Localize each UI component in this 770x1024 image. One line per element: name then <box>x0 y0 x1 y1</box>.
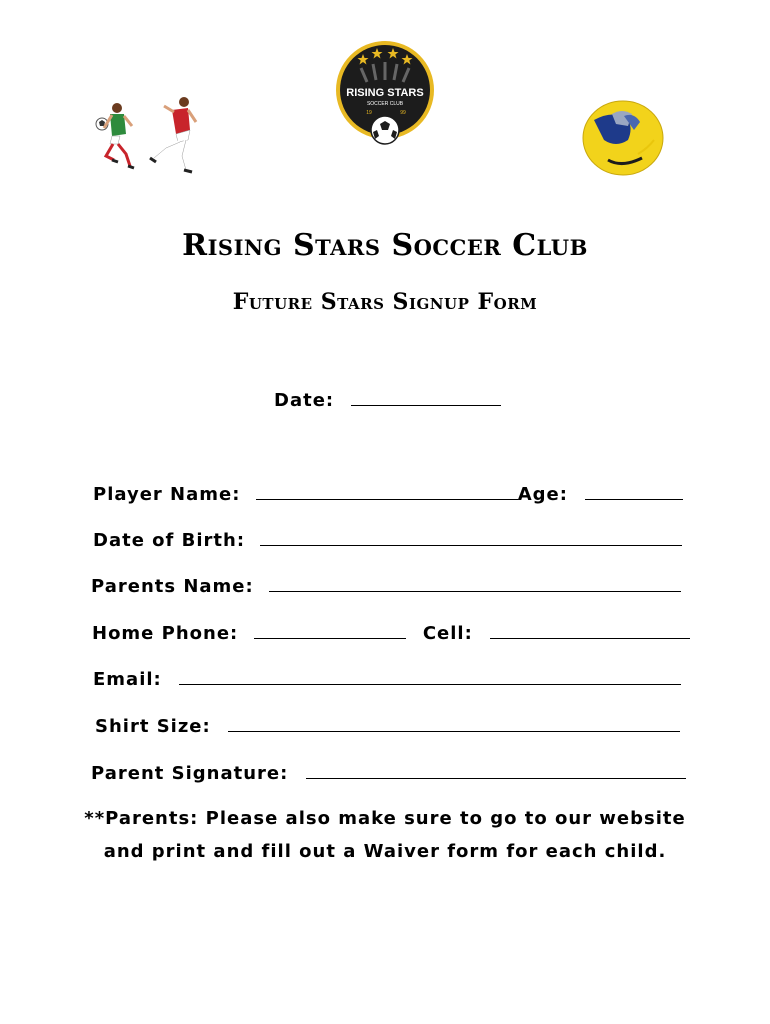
logo-year-left: 19 <box>366 110 372 116</box>
dob-row <box>93 529 682 551</box>
dob-label: Date of Birth: <box>93 530 246 551</box>
parents-name-label: Parents Name: <box>91 576 254 597</box>
phone-row <box>92 622 690 644</box>
cell-label: Cell: <box>422 623 473 644</box>
shirt-size-row <box>95 715 680 737</box>
logo-year-right: 99 <box>400 110 406 116</box>
email-label: Email: <box>93 669 162 690</box>
soccer-ball-image <box>582 100 666 178</box>
age-field[interactable] <box>585 483 683 500</box>
parent-signature-field[interactable] <box>306 762 686 779</box>
logo-text-main: RISING STARS <box>346 87 424 99</box>
date-label: Date: <box>274 390 335 411</box>
player-name-field[interactable] <box>256 483 518 500</box>
parent-signature-row <box>91 762 686 784</box>
email-field[interactable] <box>179 668 681 685</box>
home-phone-field[interactable] <box>254 622 406 639</box>
page-title: Rising Stars Soccer Club <box>182 228 588 263</box>
club-logo <box>333 38 437 148</box>
cell-field[interactable] <box>490 622 690 639</box>
dob-field[interactable] <box>260 529 682 546</box>
age-label: Age: <box>517 484 568 505</box>
parent-signature-label: Parent Signature: <box>91 763 289 784</box>
shirt-size-label: Shirt Size: <box>95 716 211 737</box>
waiver-note: **Parents: Please also make sure to go to our website and print and fill out a Waiver form for each child. <box>84 808 686 862</box>
soccer-players-illustration <box>92 92 202 177</box>
date-field[interactable] <box>351 389 501 406</box>
logo-text-sub: SOCCER CLUB <box>366 101 404 107</box>
shirt-size-field[interactable] <box>228 715 680 732</box>
parents-name-row <box>91 575 681 597</box>
player-name-label: Player Name: <box>93 484 241 505</box>
parents-name-field[interactable] <box>269 575 681 592</box>
email-row <box>93 668 681 690</box>
player-name-row <box>93 483 683 505</box>
home-phone-label: Home Phone: <box>92 623 239 644</box>
date-row <box>274 389 501 411</box>
page-subtitle: Future Stars Signup Form <box>232 289 538 315</box>
